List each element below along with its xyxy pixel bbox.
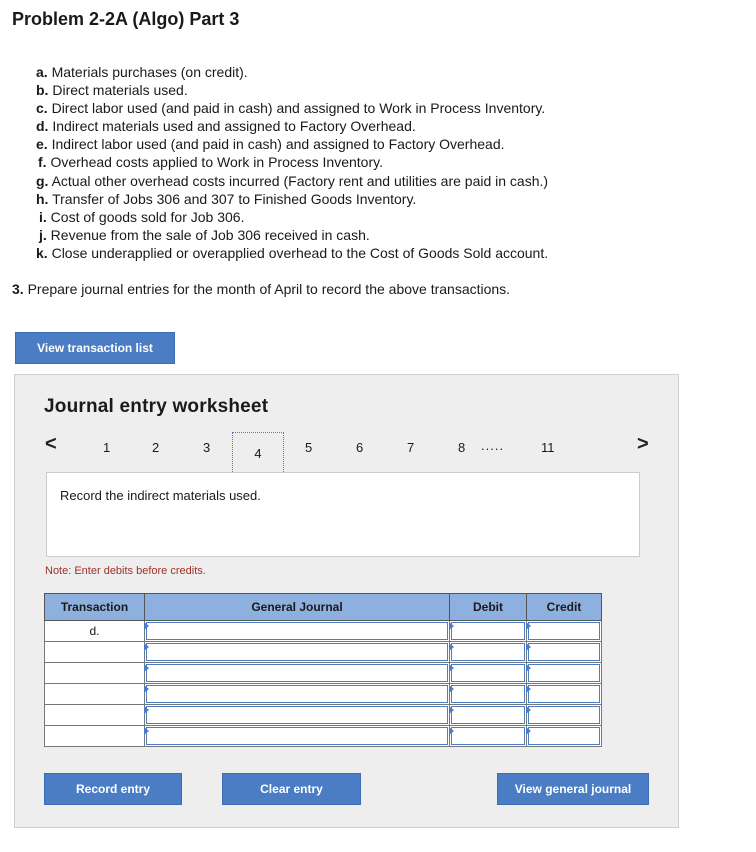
- journal-table: [44, 593, 602, 747]
- step-item: [0, 226, 700, 244]
- debit-input[interactable]: [450, 726, 527, 747]
- page-title: Problem 2-2A (Algo) Part 3: [12, 9, 240, 29]
- clear-entry-button[interactable]: Clear entry: [222, 773, 361, 805]
- step-item: [0, 208, 700, 226]
- step-item: [0, 63, 700, 81]
- note-text: Note: Enter debits before credits.: [45, 565, 206, 577]
- question-prompt: [12, 281, 510, 297]
- header-debit: Debit: [450, 594, 527, 621]
- step-letter: c.: [36, 100, 48, 117]
- transaction-cell: [45, 705, 145, 726]
- step-letter: i.: [39, 208, 47, 225]
- step-text: Materials purchases (on credit).: [51, 64, 248, 80]
- transaction-cell: [45, 726, 145, 747]
- step-item: [0, 99, 700, 117]
- account-input[interactable]: [145, 642, 450, 663]
- page-link-1[interactable]: 1: [103, 440, 111, 455]
- credit-input[interactable]: [527, 684, 602, 705]
- instruction-box: [46, 472, 640, 557]
- view-transaction-list-button[interactable]: View transaction list: [15, 332, 175, 364]
- dropdown-marker-icon: [449, 643, 454, 651]
- table-row: [45, 663, 602, 684]
- credit-input[interactable]: [527, 642, 602, 663]
- step-item: [0, 135, 700, 153]
- step-letter: a.: [36, 64, 48, 80]
- dropdown-marker-icon: [144, 622, 149, 630]
- record-entry-button[interactable]: Record entry: [44, 773, 182, 805]
- dropdown-marker-icon: [144, 727, 149, 735]
- instruction-text: Record the indirect materials used.: [60, 488, 261, 503]
- step-letter: j.: [39, 226, 47, 243]
- journal-entry-worksheet: [14, 374, 679, 828]
- table-row: [45, 705, 602, 726]
- step-text: Revenue from the sale of Job 306 received in cash.: [50, 226, 370, 243]
- dropdown-marker-icon: [449, 706, 454, 714]
- header-credit: Credit: [527, 594, 602, 621]
- credit-input[interactable]: [527, 726, 602, 747]
- page-link-7[interactable]: 7: [407, 440, 415, 455]
- step-item: [0, 81, 700, 99]
- step-letter: g.: [36, 172, 49, 189]
- step-letter: f.: [38, 154, 47, 171]
- dropdown-marker-icon: [526, 706, 531, 714]
- dropdown-marker-icon: [144, 685, 149, 693]
- step-text: Indirect materials used and assigned to Factory Overhead.: [52, 118, 416, 135]
- page-link-6[interactable]: 6: [356, 440, 364, 455]
- step-text: Direct materials used.: [52, 82, 188, 99]
- dropdown-marker-icon: [526, 664, 531, 672]
- question-text: Prepare journal entries for the month of April to record the above transactions.: [27, 281, 511, 297]
- table-row: [45, 621, 602, 642]
- step-letter: b.: [36, 82, 49, 99]
- dropdown-marker-icon: [526, 643, 531, 651]
- debit-input[interactable]: [450, 642, 527, 663]
- debit-input[interactable]: [450, 621, 527, 642]
- step-item: [0, 153, 700, 171]
- worksheet-title: Journal entry worksheet: [44, 396, 269, 417]
- dropdown-marker-icon: [449, 727, 454, 735]
- view-general-journal-button[interactable]: View general journal: [497, 773, 649, 805]
- next-page-icon[interactable]: >: [637, 433, 649, 455]
- dropdown-marker-icon: [449, 685, 454, 693]
- step-text: Close underapplied or overapplied overhead to the Cost of Goods Sold account.: [51, 244, 549, 261]
- page-ellipsis: .....: [481, 438, 505, 453]
- step-letter: h.: [36, 190, 49, 207]
- step-item: [0, 117, 700, 135]
- credit-input[interactable]: [527, 621, 602, 642]
- page-link-2[interactable]: 2: [152, 440, 160, 455]
- dropdown-marker-icon: [144, 664, 149, 672]
- step-text: Overhead costs applied to Work in Process Inventory.: [50, 154, 383, 171]
- dropdown-marker-icon: [144, 643, 149, 651]
- page-link-3[interactable]: 3: [203, 440, 211, 455]
- step-text: Actual other overhead costs incurred (Factory rent and utilities are paid in cash.): [51, 172, 549, 189]
- step-text: Cost of goods sold for Job 306.: [50, 208, 245, 225]
- dropdown-marker-icon: [449, 622, 454, 630]
- table-row: [45, 642, 602, 663]
- active-page-number: 4: [254, 445, 262, 461]
- dropdown-marker-icon: [526, 685, 531, 693]
- header-general-journal: General Journal: [145, 594, 450, 621]
- dropdown-marker-icon: [526, 622, 531, 630]
- page-link-11[interactable]: 11: [541, 440, 555, 455]
- header-transaction: Transaction: [45, 594, 145, 621]
- step-letter: k.: [36, 244, 48, 261]
- dropdown-marker-icon: [144, 706, 149, 714]
- step-text: Transfer of Jobs 306 and 307 to Finished Goods Inventory.: [52, 190, 417, 207]
- account-input[interactable]: [145, 726, 450, 747]
- account-input[interactable]: [145, 705, 450, 726]
- account-input[interactable]: [145, 621, 450, 642]
- table-row: [45, 684, 602, 705]
- transaction-cell: d.: [45, 621, 145, 642]
- dropdown-marker-icon: [449, 664, 454, 672]
- step-letter: e.: [36, 136, 48, 153]
- page-link-4-active[interactable]: [232, 432, 284, 474]
- debit-input[interactable]: [450, 705, 527, 726]
- transaction-steps-list: [0, 63, 700, 262]
- dropdown-marker-icon: [526, 727, 531, 735]
- step-item: [0, 190, 700, 208]
- step-item: [0, 172, 700, 190]
- prev-page-icon[interactable]: <: [45, 433, 57, 455]
- page-link-5[interactable]: 5: [305, 440, 313, 455]
- debit-input[interactable]: [450, 684, 527, 705]
- transaction-cell: [45, 642, 145, 663]
- question-number: 3.: [12, 281, 24, 297]
- debit-input[interactable]: [450, 663, 527, 684]
- step-item: [0, 244, 700, 262]
- account-input[interactable]: [145, 663, 450, 684]
- table-row: [45, 726, 602, 747]
- step-letter: d.: [36, 118, 49, 135]
- transaction-cell: [45, 684, 145, 705]
- credit-input[interactable]: [527, 663, 602, 684]
- step-text: Indirect labor used (and paid in cash) and assigned to Factory Overhead.: [51, 136, 505, 153]
- account-input[interactable]: [145, 684, 450, 705]
- transaction-cell: [45, 663, 145, 684]
- step-text: Direct labor used (and paid in cash) and assigned to Work in Process Inventory.: [51, 100, 546, 117]
- page-link-8[interactable]: 8: [458, 440, 466, 455]
- credit-input[interactable]: [527, 705, 602, 726]
